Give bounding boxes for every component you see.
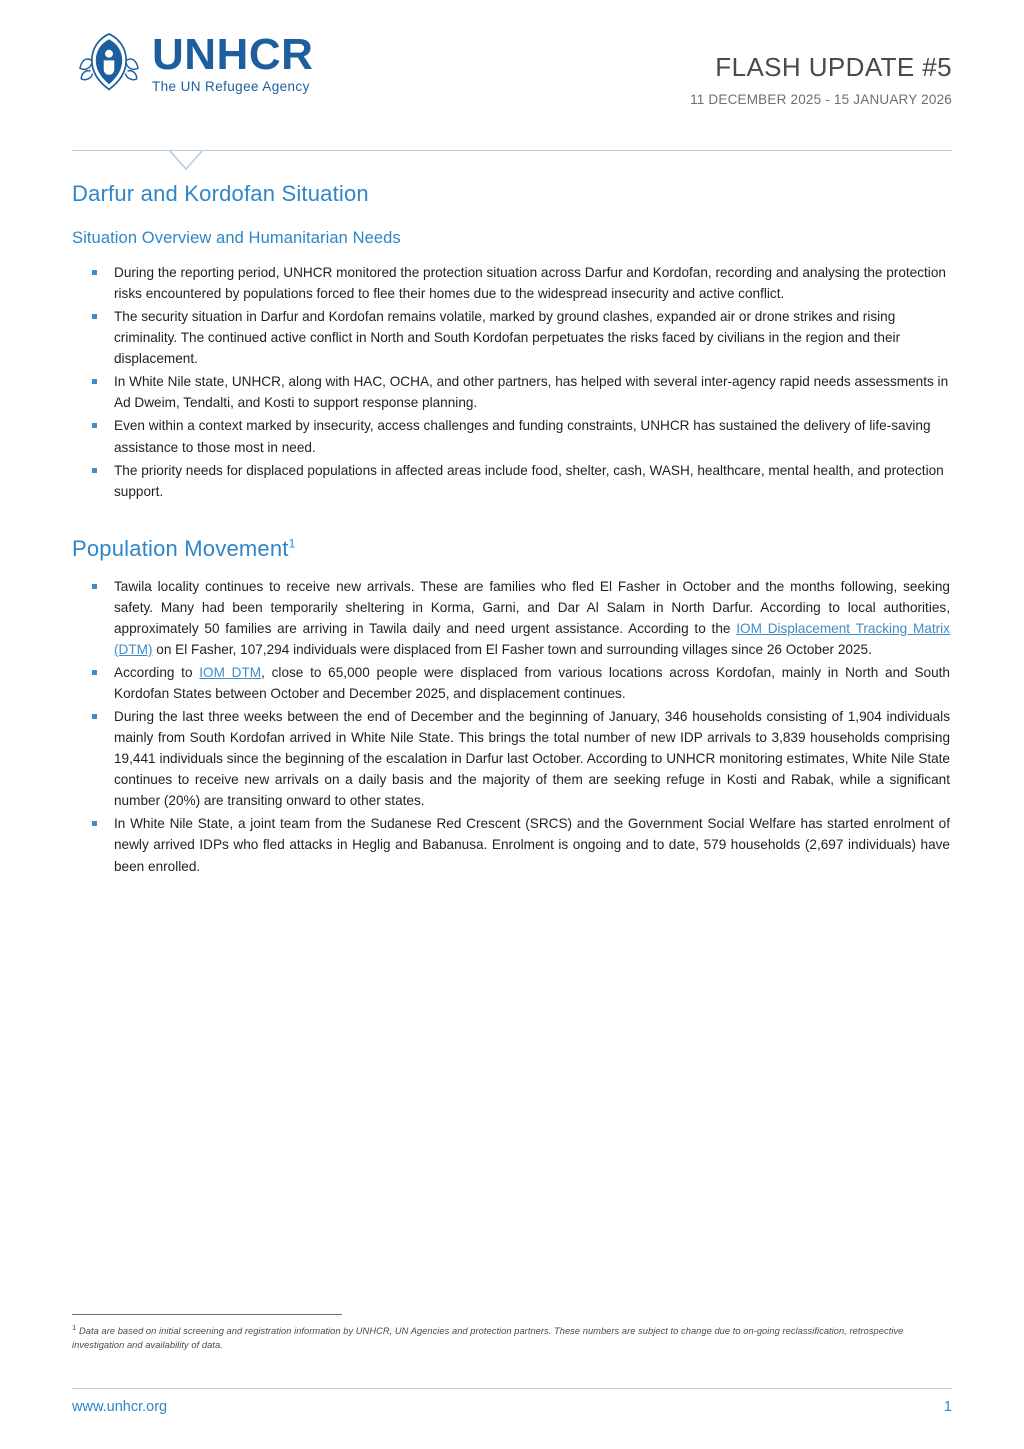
inline-link[interactable]: IOM Displacement Tracking Matrix (DTM) [114, 620, 950, 657]
chevron-down-icon [168, 150, 204, 172]
document-title: FLASH UPDATE #5 [715, 52, 952, 82]
list-item: In White Nile State, a joint team from the Sudanese Red Crescent (SRCS) and the Government Social Welfare has started enrolment of newly arrived IDPs who fled attacks in Heglig and Babanusa. Enrolment is ongoing and to date, 579 households (2,697 individuals) have been enrolled. [72, 813, 952, 876]
population-movement-bullet-list [72, 576, 952, 877]
footnote-marker: 1 [288, 536, 296, 551]
list-item: The security situation in Darfur and Kordofan remains volatile, marked by ground clashes, expanded air or drone strikes and rising criminality. The continued active conflict in North and South Kordofan perpetuates the risks faced by civilians in the region and their displacement. [72, 306, 952, 369]
page-title: Darfur and Kordofan Situation [72, 181, 369, 206]
document-date-range: 11 DECEMBER 2025 - 15 JANUARY 2026 [690, 92, 952, 107]
footnote-text [72, 1322, 952, 1353]
section-heading-overview: Situation Overview and Humanitarian Needs [72, 229, 401, 247]
document-body [72, 151, 952, 877]
section-heading-population-movement [72, 536, 952, 562]
website-link[interactable]: www.unhcr.org [72, 1399, 168, 1415]
unhcr-logo-icon [76, 30, 142, 96]
list-item: In White Nile state, UNHCR, along with HAC, OCHA, and other partners, has helped with several inter-agency rapid needs assessments in Ad Dweim, Tendalti, and Kosti to support response planning. [72, 371, 952, 413]
inline-link[interactable]: IOM DTM [199, 664, 262, 680]
document-footer [72, 1388, 952, 1415]
unhcr-logo [72, 30, 313, 96]
list-item: During the reporting period, UNHCR monitored the protection situation across Darfur and Kordofan, recording and analysing the protection risks encountered by populations forced to flee their homes due to the widespread insecurity and active conflict. [72, 262, 952, 304]
footnote-area [72, 1314, 952, 1353]
footnote-body: Data are based on initial screening and registration information by UNHCR, UN Agencies and protection partners. These numbers are subject to change due to on-going reclassification, retrospective investigation and availability of data. [72, 1326, 904, 1351]
list-item: During the last three weeks between the end of December and the beginning of January, 346 households consisting of 1,904 individuals mainly from South Kordofan arrived in White Nile State. This brings the total number of new IDP arrivals to 3,839 households comprising 19,441 individuals since the beginning of the escalation in Darfur last October. According to UNHCR monitoring estimates, White Nile State continues to receive new arrivals on a daily basis and the majority of them are seeking refuge in Kosti and Rabak, while a significant number (20%) are transiting onward to other states. [72, 706, 952, 811]
footer-divider [72, 1388, 952, 1389]
list-item: The priority needs for displaced populations in affected areas include food, shelter, cash, WASH, healthcare, mental health, and protection support. [72, 460, 952, 502]
page-number: 1 [943, 1399, 952, 1415]
header-divider [72, 150, 952, 151]
list-item: Even within a context marked by insecurity, access challenges and funding constraints, UNHCR has sustained the delivery of life-saving assistance to those most in need. [72, 415, 952, 457]
logo-wordmark: UNHCR [152, 29, 314, 79]
logo-tagline: The UN Refugee Agency [152, 78, 310, 94]
footnote-divider [72, 1314, 342, 1315]
list-item: Tawila locality continues to receive new arrivals. These are families who fled El Fasher in October and the months following, seeking safety. Many had been temporarily sheltering in Korma, Garni, and Dar Al Salam in North Darfur. According to local authorities, approximately 50 families are arriving in Tawila daily and need urgent assistance. According to the IOM Displacement Tracking Matrix (DTM) on El Fasher, 107,294 individuals were displaced from El Fasher town and surrounding villages since 26 October 2025. [72, 576, 952, 660]
footnote-number: 1 [72, 1323, 77, 1333]
population-movement-label: Population Movement [72, 535, 289, 561]
header-title-block [690, 30, 952, 107]
list-item: According to IOM DTM, close to 65,000 people were displaced from various locations across Kordofan, mainly in North and South Kordofan States between October and December 2025, and displacement continues. [72, 662, 952, 704]
document-header [72, 0, 952, 136]
overview-bullet-list [72, 262, 952, 502]
